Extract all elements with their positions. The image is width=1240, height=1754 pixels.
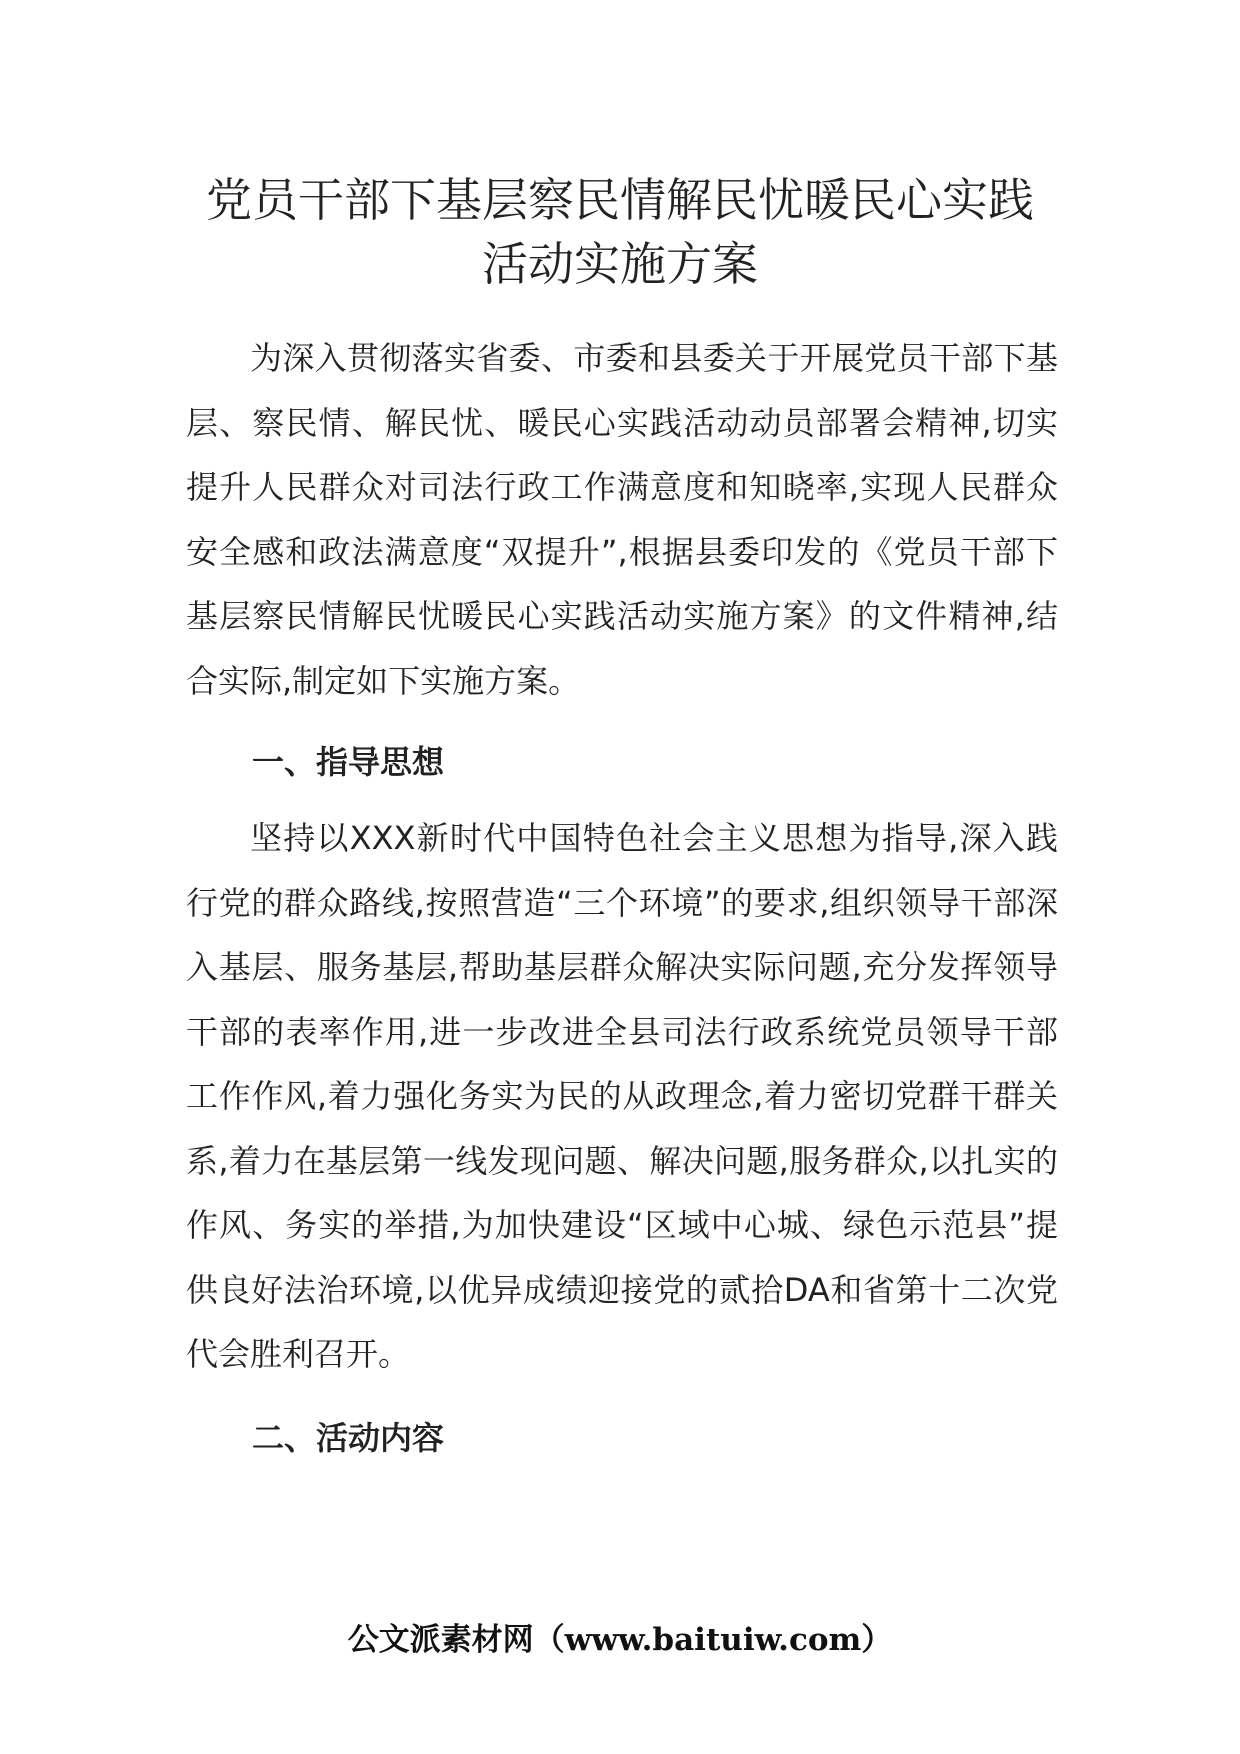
intro-paragraph: 为深入贯彻落实省委、市委和县委关于开展党员干部下基层、察民情、解民忧、暖民心实践活动动员部署会精神,切实提升人民群众对司法行政工作满意度和知晓率,实现人民群众安全感和政法满意度“双提升”,根据县委印发的《党员干部下基层察民情解民忧暖民心实践活动实施方案》的文件精神,结合实际,制定如下实施方案。 [186, 339, 1058, 700]
section-heading-activity-content: 二、活动内容 [252, 1419, 445, 1457]
title-line-1: 党员干部下基层察民情解民忧暖民心实践 [206, 173, 1034, 227]
guiding-ideology-section [186, 806, 1058, 1387]
title-line-2: 活动实施方案 [482, 237, 758, 291]
section-heading-guiding-ideology: 一、指导思想 [252, 743, 445, 781]
guiding-ideology-paragraph: 坚持以XXX新时代中国特色社会主义思想为指导,深入践行党的群众路线,按照营造“三个环境”的要求,组织领导干部深入基层、服务基层,帮助基层群众解决实际问题,充分发挥领导干部的表率作用,进一步改进全县司法行政系统党员领导干部工作作风,着力强化务实为民的从政理念,着力密切党群干群关系,着力在基层第一线发现问题、解决问题,服务群众,以扎实的作风、务实的举措,为加快建设“区域中心城、绿色示范县”提供良好法治环境,以优异成绩迎接党的贰拾DA和省第十二次党代会胜利召开。 [186, 819, 1058, 1373]
intro-section [186, 326, 1058, 713]
document-title [150, 168, 1090, 296]
footer-watermark: 公文派素材网（www.baituiw.com） [347, 1622, 893, 1658]
